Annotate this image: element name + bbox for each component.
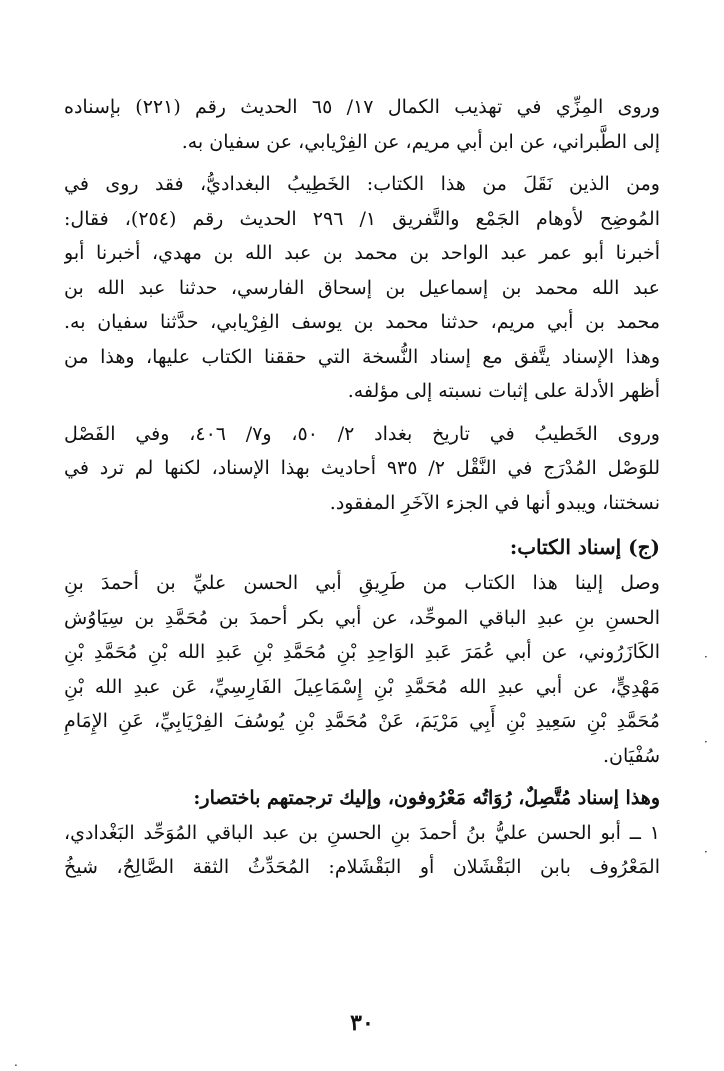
text-line: للوَصْل المُدْرَج في النَّقْل ٢/ ٩٣٥ أحاديث بهذا الإسناد، لكنها لم ترد في xyxy=(64,457,660,479)
margin-mark: · xyxy=(704,650,708,664)
page-number: ٣٠ xyxy=(350,1010,374,1036)
text-line: أخبرنا أبو عمر عبد الواحد بن محمد بن عبد الله بن مهدي، أخبرنا أبو xyxy=(64,242,660,264)
text-line: إلى الطَّبراني، عن ابن أبي مريم، عن الفِرْيابي، عن سفيان به. xyxy=(181,130,660,153)
section-heading: (ج) إسناد الكتاب: xyxy=(509,535,660,559)
text-line: المَعْرُوف بابن البَقْشَلان أو البَقْشَلام: المُحَدِّثُ الثقة الصَّالِحُ، شيخُ xyxy=(64,856,660,878)
text-line: وروى الخَطيبُ في تاريخ بغداد ٢/ ٥٠، و٧/ ٤٠٦، وفي الفَصْل xyxy=(64,422,660,445)
text-line: ومن الذين نَقَلَ من هذا الكتاب: الخَطِيبُ البغداديُّ، فقد روى في xyxy=(64,173,660,195)
summary-line: وهذا إسناد مُتَّصِلٌ، رُوَاتُه مَعْرُوفون، وإليك ترجمتهم باختصار: xyxy=(193,787,660,809)
text-line: مَهْدِيٍّ، عن أبي عبدِ الله مُحَمَّدِ بْنِ إِسْمَاعِيلَ الفَارِسِيِّ، عَن عبدِ الله بْنِ xyxy=(64,675,660,698)
paragraph-2 xyxy=(64,167,660,409)
text-line: وصل إلينا هذا الكتاب من طَرِيقِ أبي الحسن عليِّ بن أحمدَ بنِ xyxy=(64,572,660,594)
margin-mark: · xyxy=(704,735,708,749)
page-body xyxy=(64,90,660,885)
margin-mark: . xyxy=(14,1055,18,1069)
text-line: ١ ــ أبو الحسن عليُّ بنُ أحمدَ بنِ الحسنِ بن عبد الباقي المُوَحِّد البَغْدادي، xyxy=(64,821,660,844)
paragraph-1 xyxy=(64,90,660,159)
text-line: نسختنا، ويبدو أنها في الجزء الآخَرِ المفقود. xyxy=(329,491,660,514)
text-line: مُحَمَّدِ بْنِ سَعِيدِ بْنِ أَبِي مَرْيَمَ، عَنْ مُحَمَّدِ بْنِ يُوسُفَ الفِرْيَابِيِّ، عَنِ الإِمَامِ xyxy=(64,710,660,732)
text-line: الكَازَرُوني، عن أبي عُمَرَ عَبدِ الوَاحِدِ بْنِ مُحَمَّدِ بْنِ عَبدِ الله بْنِ مُحَمَّدِ بْنِ xyxy=(64,641,660,663)
biography-entry xyxy=(64,816,660,885)
margin-mark: · xyxy=(704,845,708,859)
text-line: الحسنِ بنِ عبدِ الباقي الموحِّد، عن أبي بكر أحمدَ بن مُحَمَّدِ بن سِيَاوُش xyxy=(64,606,660,629)
text-line: محمد بن أبي مريم، حدثنا محمد بن يوسف الفِرْيابي، حدَّثنا سفيان به. xyxy=(64,311,660,333)
text-line: وروى المِزِّي في تهذيب الكمال ١٧/ ٦٥ الحديث رقم (٢٢١) بإسناده xyxy=(64,96,660,118)
paragraph-3 xyxy=(64,417,660,521)
text-line: المُوضِح لأوهام الجَمْع والتَّفريق ١/ ٢٩٦ الحديث رقم (٢٥٤)، فقال: xyxy=(64,207,660,230)
text-line: أظهر الأدلة على إثبات نسبته إلى مؤلفه. xyxy=(347,380,660,402)
chain-paragraph xyxy=(64,566,660,773)
text-line: سُفْيَان. xyxy=(602,744,660,767)
text-line: وهذا الإسناد يتَّفق مع إسناد النُّسخة التي حققنا الكتاب عليها، وهذا من xyxy=(64,345,660,368)
text-line: عبد الله محمد بن إسماعيل بن إسحاق الفارسي، حدثنا عبد الله بن xyxy=(64,276,660,299)
